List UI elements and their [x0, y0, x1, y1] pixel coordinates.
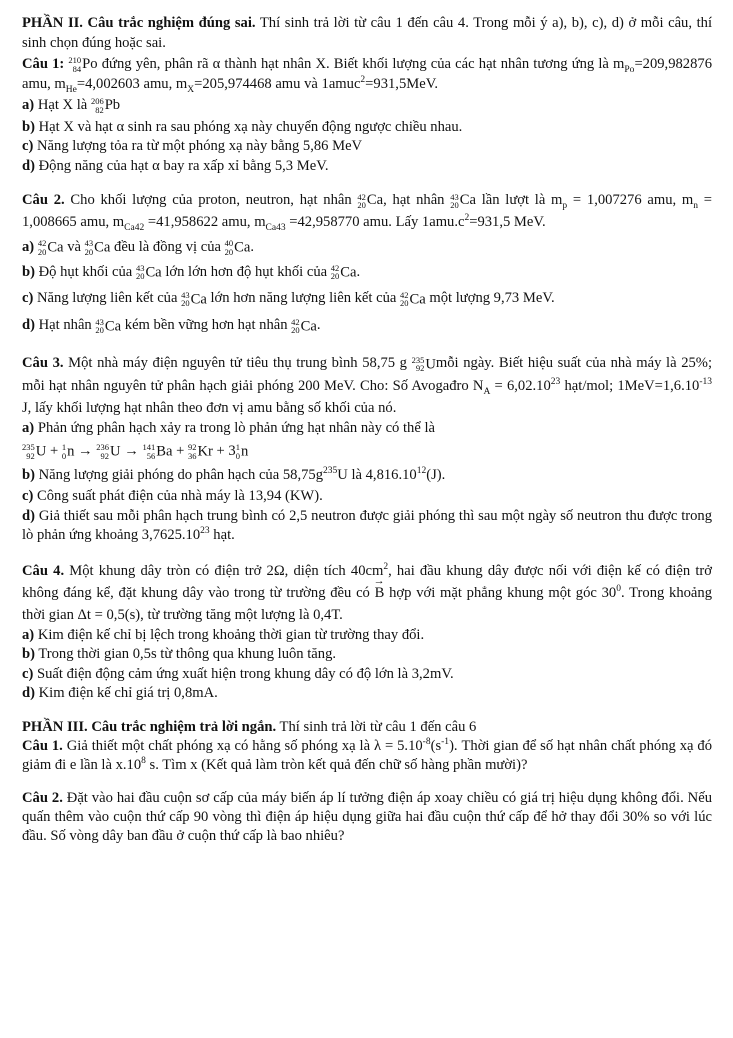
ca42-nucleus	[357, 190, 383, 211]
q1-mass-po: =209,982876 amu, m	[22, 56, 712, 92]
q4-d-text: Kim điện kế chỉ giá trị 0,8mA.	[38, 685, 218, 702]
q1-stem-text: đứng yên, phân rã α thành hạt nhân X. Biết khối lượng của các hạt nhân tương ứng là m	[97, 56, 625, 73]
ca42-Z: 20	[291, 325, 300, 336]
q1-mass-x: =205,974468 amu và 1amuc	[194, 75, 361, 92]
vector-b: → B	[375, 582, 385, 604]
ca43-nucleus-d	[95, 314, 121, 339]
p3q1-text-2: (s	[430, 738, 442, 755]
q1-option-a: a) Hạt X là 206 82 Pb	[22, 96, 121, 115]
ca42-A: 42	[330, 262, 340, 273]
q2-a-text: đều là đồng vị của	[114, 238, 222, 255]
reaction-neutron-3: 1 0 n	[235, 442, 249, 461]
ca43-sym: Ca	[104, 318, 122, 335]
q3-b-sup-12: 12	[416, 466, 427, 477]
po-symbol: Po	[82, 56, 98, 72]
ca43-A: 43	[84, 238, 94, 248]
q3-stem-3: hạt/mol; 1MeV=1,6.10	[560, 378, 700, 395]
p3q1-sup-8: -8	[422, 737, 431, 748]
ca42-A: 42	[291, 316, 300, 327]
ca40-nucleus	[225, 235, 251, 260]
p3q2-text: Đặt vào hai đầu cuộn sơ cấp của máy biến áp lí tưởng điện áp xoay chiều có giá trị hiệu dụng không đổi. Nếu quấn thêm vào cuộn thứ cấp 90 vòng thì điện áp hiệu dụng giữa hai đầu cuộn thứ cấp để hở thay đổi 30% so với lúc đầu. Số vòng dây ban đầu ở cuộn thứ cấp là bao nhiêu?	[22, 790, 712, 845]
u235-Z: 92	[415, 363, 425, 374]
q2-c-text-2: lớn hơn năng lượng liên kết của	[210, 290, 397, 307]
sub-n: n	[693, 201, 699, 212]
q2-option-b: b) Độ hụt khối của 43 20 Ca lớn lớn hơn độ hụt khối của 42 20 Ca.	[22, 260, 712, 285]
po-atomic-number: 84	[72, 63, 82, 74]
ca43-sym: Ca	[94, 239, 111, 256]
ca40-Z: 20	[224, 246, 234, 257]
q1-sub-x: X	[187, 84, 195, 95]
ca43-Z: 20	[135, 271, 145, 282]
pb206-nucleus	[91, 96, 120, 116]
ca42-A: 42	[37, 238, 47, 248]
u235-A: 235	[411, 354, 425, 365]
reaction-u235: 235 92 U	[22, 442, 47, 461]
ca42-sym: Ca	[366, 192, 384, 209]
q3-a-text: Phản ứng phân hạch xảy ra trong lò phản ứng hạt nhân này có thể là	[37, 420, 436, 437]
q1-option-c: c) Năng lượng tỏa ra từ một phóng xạ này bằng 5,86 MeV	[22, 138, 363, 155]
q3-option-d: d) Giả thiết sau mỗi phân hạch trung bình có 2,5 neutron được giải phóng thì sau một ngày số neutron thu được trong lò phản ứng khoảng 3,7625.10$^{23}$ hạt.	[22, 507, 712, 544]
part3-intro	[22, 718, 712, 738]
ca43-nucleus-a	[85, 235, 111, 260]
ca43-sym: Ca	[145, 264, 162, 281]
ca42-nucleus-a	[38, 235, 64, 260]
q3-d-text-1: Giả thiết sau mỗi phân hạch trung bình có 2,5 neutron được giải phóng thì sau một ngày số neutron thu được trong lò phản ứng khoảng 3,7625.10	[22, 507, 712, 544]
ca42-nucleus-b	[331, 260, 357, 285]
part3-intro-text: Thí sinh trả lời từ câu 1 đến câu 6	[276, 718, 477, 735]
q2-option-d: d) Hạt nhân 43 20 Ca kém bền vững hơn hạt nhân 42 20 Ca.	[22, 313, 712, 338]
po-mass-number: 210	[68, 55, 82, 66]
q3-option-b: b) Năng lượng giải phóng do phân hạch của $58,75g^{235}U$ là 4,816.10$^{12}$(J).	[22, 466, 446, 483]
reaction-ba141: 141 56 Ba	[142, 442, 173, 461]
q3-label: Câu 3.	[22, 355, 64, 372]
q4-option-b: b) Trong thời gian 0,5s từ thông qua khung luôn tăng.	[22, 646, 337, 663]
q1-sup-2: 2	[360, 74, 366, 85]
q2-sup-2: 2	[464, 212, 470, 223]
q4-c-text: Suất điện động cảm ứng xuất hiện trong khung dây có độ lớn là 3,2mV.	[37, 665, 454, 682]
q2-stem-1: Cho khối lượng của proton, neutron, hạt nhân	[64, 192, 358, 209]
q4-stem	[22, 560, 712, 626]
ca43-Z: 20	[181, 298, 190, 309]
q1-sub-he: He	[65, 84, 77, 95]
q2-stem-5: = 1,008665 amu, m	[22, 192, 712, 230]
q2-d-text-1: Hạt nhân	[38, 317, 92, 334]
ca43-Z: 20	[450, 200, 459, 211]
reaction-arrow-2: →	[124, 442, 139, 459]
q2-b-text-2: lớn lớn hơn độ hụt khối của	[165, 263, 328, 280]
q4-stem-4: . Trong khoảng thời gian Δt = 0,5(s), từ trường tăng một lượng là 0,4T.	[22, 584, 713, 623]
q2-stem-2: , hạt nhân	[383, 192, 451, 209]
ca42-sym: Ca	[340, 264, 357, 281]
part3-heading: PHẦN III. Câu trắc nghiệm trả lời ngắn.	[22, 718, 277, 735]
p3q2-label: Câu 2.	[22, 790, 63, 807]
ca40-A: 40	[224, 238, 234, 248]
ca42-Z: 20	[400, 298, 409, 309]
pb-mass-number: 206	[90, 96, 104, 107]
sub-p: p	[562, 201, 568, 212]
ca43-A: 43	[450, 191, 459, 202]
q2-option-a: a) 42 20 Ca và 43 20 Ca đều là đồng vị của 40 20 Ca.	[22, 235, 712, 260]
q3-reaction: 235 92 U + 1 0 n → 236 92 U → 141 56 Ba + 92 36 Kr + 3 1 0 n	[22, 439, 712, 464]
sub-ca42: Ca42	[124, 222, 145, 233]
ca42-sym: Ca	[47, 239, 64, 256]
q2-option-c: c) Năng lượng liên kết của 43 20 Ca lớn hơn năng lượng liên kết của 42 20 Ca một lượng 9,73 MeV.	[22, 286, 712, 311]
ca42-sym: Ca	[409, 291, 426, 308]
q2-label: Câu 2.	[22, 192, 65, 209]
q4-option-c: c) Suất điện động cảm ứng xuất hiện trong khung dây có độ lớn là 3,2mV.	[22, 665, 454, 682]
q3-b-text-2: là 4,816.10	[351, 466, 417, 483]
pb-atomic-number: 82	[95, 104, 104, 115]
q4-stem-2: , hai đầu khung dây được nối với điện kế có điện trở không đáng kể, đặt khung dây vào trong từ trường đều có	[22, 562, 713, 601]
ca43-nucleus-b	[136, 260, 162, 285]
ca40-sym: Ca	[234, 239, 251, 256]
q1-stem	[22, 55, 712, 94]
q4-label: Câu 4.	[22, 562, 65, 579]
document-page	[22, 14, 712, 846]
q3-b-text-1: Năng lượng giải phóng do phân hạch của	[38, 466, 280, 483]
p3q1-sup-exp: 8	[141, 756, 146, 767]
ca43-nucleus-c	[181, 287, 207, 312]
q4-stem-3: hợp với mặt phẳng khung một góc 30	[384, 584, 617, 601]
ca42-nucleus-d	[291, 314, 317, 339]
u235-nucleus	[412, 353, 436, 376]
p3q1-label: Câu 1.	[22, 738, 63, 755]
po210-nucleus	[68, 55, 97, 75]
q1-label: Câu 1:	[22, 56, 65, 73]
q3-sup-13: -13	[699, 377, 713, 388]
q2-stem-6: =41,958622 amu, m	[144, 213, 266, 230]
q3-stem-4: J, lấy khối lượng hạt nhân theo đơn vị amu bằng số khối của nó.	[22, 400, 397, 417]
q3-d-sup-23: 23	[200, 526, 210, 537]
q4-sup-0: 0	[616, 584, 621, 595]
q2-c-text-3: một lượng 9,73 MeV.	[429, 290, 555, 307]
q1-d-text: Động năng của hạt α bay ra xấp xỉ bằng 5,3 MeV.	[38, 157, 329, 174]
q3-option-c: c) Công suất phát điện của nhà máy là 13,94 (KW).	[22, 488, 323, 505]
part2-intro	[22, 14, 712, 53]
q3-stem-2: mỗi ngày. Biết hiệu suất của nhà máy là 25%; mỗi hạt nhân nguyên tử phân hạch giải phóng 200 MeV. Cho: Số Avogađro	[22, 355, 713, 395]
q1-a-text: Hạt X là	[37, 97, 88, 114]
q2-stem-4: = 1,007276 amu, m	[567, 192, 694, 209]
part2-heading: PHẦN II. Câu trắc nghiệm đúng sai.	[22, 15, 256, 31]
q3-d-text-2: hạt.	[209, 527, 235, 544]
reaction-u236: 236 92 U	[96, 442, 121, 461]
q3-b-text-3: (J).	[426, 466, 446, 483]
q3-stem	[22, 352, 712, 419]
ca43-sym: Ca	[459, 192, 476, 209]
q2-b-text-1: Độ hụt khối của	[38, 263, 133, 280]
p3q1-text-1: Giả thiết một chất phóng xạ có hằng số phóng xạ là λ = 5.10	[62, 738, 423, 755]
q1-option-b: b) Hạt X và hạt α sinh ra sau phóng xạ này chuyển động ngược chiều nhau.	[22, 118, 463, 135]
ca43-A: 43	[95, 316, 104, 327]
p3q1	[22, 737, 712, 775]
ca43-Z: 20	[84, 246, 94, 257]
ca42-Z: 20	[330, 271, 340, 282]
q4-option-a: a) Kim điện kế chỉ bị lệch trong khoảng thời gian từ trường thay đổi.	[22, 626, 425, 643]
q3-c-text: Công suất phát điện của nhà máy là 13,94 (KW).	[37, 488, 323, 505]
q4-stem-1: Một khung dây tròn có điện trở 2Ω, diện tích 40cm	[64, 562, 384, 579]
ca42-Z: 20	[357, 200, 366, 211]
ca43-Z: 20	[95, 325, 104, 336]
ca42-nucleus-c	[400, 287, 426, 312]
p3q1-text-4: s. Tìm x (Kết quả làm tròn kết quả đến chữ số hàng phần mười)?	[145, 757, 528, 774]
q1-energy: =931,5MeV.	[365, 75, 438, 92]
q1-b-text: Hạt X và hạt α sinh ra sau phóng xạ này chuyển động ngược chiều nhau.	[38, 118, 463, 135]
q1-c-text: Năng lượng tỏa ra từ một phóng xạ này bằng 5,86 MeV	[37, 138, 363, 155]
q1-mass-he: =4,002603 amu, m	[76, 75, 188, 92]
q4-a-text: Kim điện kế chỉ bị lệch trong khoảng thời gian từ trường thay đổi.	[37, 626, 425, 643]
ca42-A: 42	[357, 191, 366, 202]
q2-a-and: và	[67, 238, 81, 255]
ca42-A: 42	[400, 289, 409, 300]
reaction-kr92: 92 36 Kr	[187, 442, 213, 461]
q1-option-d: d) Động năng của hạt α bay ra xấp xỉ bằng 5,3 MeV.	[22, 157, 329, 174]
reaction-neutron-1: 1 0 n	[61, 442, 75, 461]
q2-c-text-1: Năng lượng liên kết của	[37, 290, 178, 307]
q2-stem-3: lần lượt là m	[475, 192, 563, 209]
q3-option-a: a) Phản ứng phân hạch xảy ra trong lò phản ứng hạt nhân này có thể là	[22, 420, 436, 437]
q2-stem-8: =931,5 MeV.	[469, 213, 546, 230]
q4-sup-2: 2	[383, 562, 389, 573]
u235-sym: U	[425, 356, 436, 373]
p3q1-sup-1: -1	[441, 737, 450, 748]
avogadro: $N_A = 6,02.10^{23}$	[472, 377, 561, 398]
q1-sub-po: Po	[624, 65, 635, 76]
ca43-A: 43	[181, 289, 190, 300]
ca42-Z: 20	[37, 246, 47, 257]
part2-intro-text: Thí sinh trả lời từ câu 1 đến câu 4. Trong mỗi ý a), b), c), d) ở mỗi câu, thí sinh chọn đúng hoặc sai.	[22, 15, 712, 51]
q3-b-mass: $58,75g^{235}U$	[282, 466, 348, 483]
q3-stem-1: Một nhà máy điện nguyên tử tiêu thụ trung bình 58,75 g	[63, 355, 412, 372]
p3q2	[22, 789, 712, 846]
p3q1-text-3: ). Thời gian để số hạt nhân chất phóng xạ đó giảm đi e lần là x.10	[22, 738, 712, 774]
ca43-nucleus	[450, 190, 476, 211]
reaction-arrow-1: →	[78, 442, 93, 459]
q4-option-d: d) Kim điện kế chỉ giá trị 0,8mA.	[22, 685, 218, 702]
q4-b-text: Trong thời gian 0,5s từ thông qua khung luôn tăng.	[38, 646, 337, 663]
ca43-A: 43	[135, 262, 145, 273]
ca43-sym: Ca	[190, 291, 207, 308]
ca42-sym: Ca	[300, 318, 317, 335]
q2-stem	[22, 190, 712, 232]
q2-stem-7: =42,958770 amu. Lấy 1amu.c	[285, 213, 465, 230]
q2-d-text-2: kém bền vững hơn hạt nhân	[124, 317, 288, 334]
sub-ca43: Ca43	[265, 222, 286, 233]
pb-symbol: Pb	[104, 97, 121, 114]
